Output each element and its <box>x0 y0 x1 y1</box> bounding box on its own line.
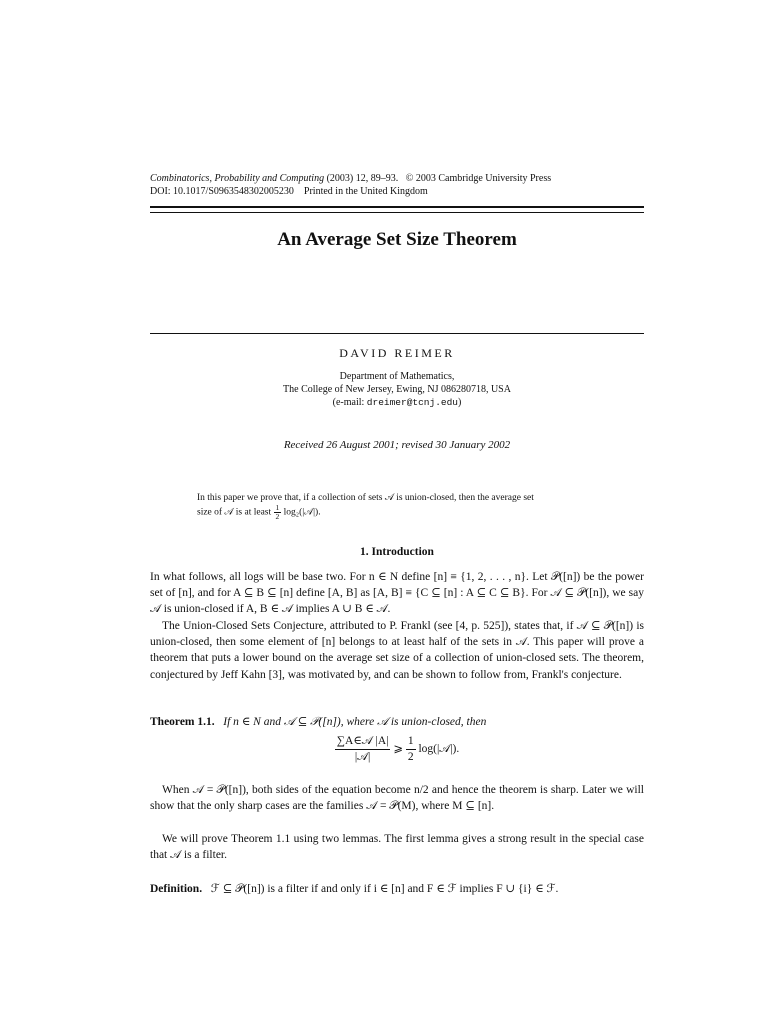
definition-filter <box>150 881 644 897</box>
abstract-line-1: In this paper we prove that, if a collection of sets 𝒜 is union-closed, then the average set <box>197 493 534 503</box>
intro-paragraph-1: In what follows, all logs will be base two. For n ∈ N define [n] ≡ {1, 2, . . . , n}. Let 𝒫([n]) be the power set of [n], and for A ⊆ B ⊆ [n] define [A, B] as [A, B] ≡ {C ⊆ [n] : A ⊆ C ⊆ B}. For 𝒜 ⊆ 𝒫([n]), we say 𝒜 is union-closed if A, B ∈ 𝒜 implies A ∪ B ∈ 𝒜. <box>150 571 644 616</box>
received-dates: Received 26 August 2001; revised 30 January 2002 <box>283 439 511 451</box>
abstract-line-2-suffix: log₂(|𝒜|). <box>281 507 321 518</box>
theorem-1-1 <box>150 714 644 730</box>
equation-rhs: log(|𝒜|). <box>418 743 460 756</box>
title-rule <box>150 333 644 334</box>
paragraph-lemmas: We will prove Theorem 1.1 using two lemmas. The first lemma gives a strong result in the special case that 𝒜 is a filter. <box>150 833 644 862</box>
journal-doi-line <box>150 185 650 198</box>
equation-denominator: |𝒜| <box>354 751 371 763</box>
paper-title: An Average Set Size Theorem <box>277 229 517 250</box>
section-heading: 1. Introduction <box>360 546 434 558</box>
theorem-equation <box>150 734 644 765</box>
journal-citation: (2003) 12, 89–93. <box>326 173 399 184</box>
definition-text: ℱ ⊆ 𝒫([n]) is a filter if and only if i ∈ [n] and F ∈ ℱ implies F ∪ {i} ∈ ℱ. <box>210 883 559 895</box>
equation-half-den: 2 <box>407 751 414 763</box>
journal-header <box>150 172 650 198</box>
equation-half <box>406 734 416 765</box>
theorem-statement: If n ∈ N and 𝒜 ⊆ 𝒫([n]), where 𝒜 is union-closed, then <box>223 716 487 728</box>
email-link[interactable]: dreimer@tcnj.edu <box>366 397 459 408</box>
paragraph-sharpness: When 𝒜 = 𝒫([n]), both sides of the equation become n/2 and hence the theorem is sharp. Later we will show that the only sharp cases are the families 𝒜 = 𝒫(M), where M ⊆ [n]. <box>150 784 644 813</box>
email-suffix: ) <box>458 397 462 408</box>
abstract-half-num: 1 <box>275 503 280 512</box>
journal-citation-line <box>150 172 650 185</box>
journal-name: Combinatorics, Probability and Computing <box>150 173 325 184</box>
theorem-label: Theorem 1.1. <box>150 716 215 728</box>
journal-doi: DOI: 10.1017/S0963548302005230 <box>150 186 294 197</box>
abstract-line-2 <box>197 504 607 521</box>
journal-printed: Printed in the United Kingdom <box>303 186 428 197</box>
affiliation <box>150 370 644 409</box>
affiliation-email-line <box>150 396 644 409</box>
equation-numerator: ∑A∈𝒜 |A| <box>335 734 391 750</box>
author-name: DAVID REIMER <box>339 346 455 360</box>
abstract-half-den: 2 <box>275 512 280 521</box>
abstract-line-2-prefix: size of 𝒜 is at least <box>197 507 274 518</box>
equation-fraction <box>335 734 391 765</box>
email-prefix: (e-mail: <box>332 397 367 408</box>
affiliation-institution: The College of New Jersey, Ewing, NJ 086280718, USA <box>283 384 511 395</box>
intro-paragraph-2: The Union-Closed Sets Conjecture, attributed to P. Frankl (see [4, p. 525]), states that, if 𝒜 ⊆ 𝒫([n]) is union-closed, then some element of [n] belongs to at least half of the sets in 𝒜. This paper will prove a theorem that puts a lower bound on the average set size of a collection of union-closed sets. The theorem, conjectured by Jeff Kahn [3], was motivated by, and can be shown to follow from, Frankl's conjecture. <box>150 620 644 681</box>
definition-label: Definition. <box>150 883 203 895</box>
equation-half-num: 1 <box>406 734 416 750</box>
header-rule-thick <box>150 206 644 208</box>
affiliation-dept: Department of Mathematics, <box>339 371 455 382</box>
header-rule-thin <box>150 212 644 213</box>
journal-copyright: © 2003 Cambridge University Press <box>405 173 552 184</box>
abstract <box>197 492 607 521</box>
equation-relation: ⩾ <box>393 743 403 756</box>
